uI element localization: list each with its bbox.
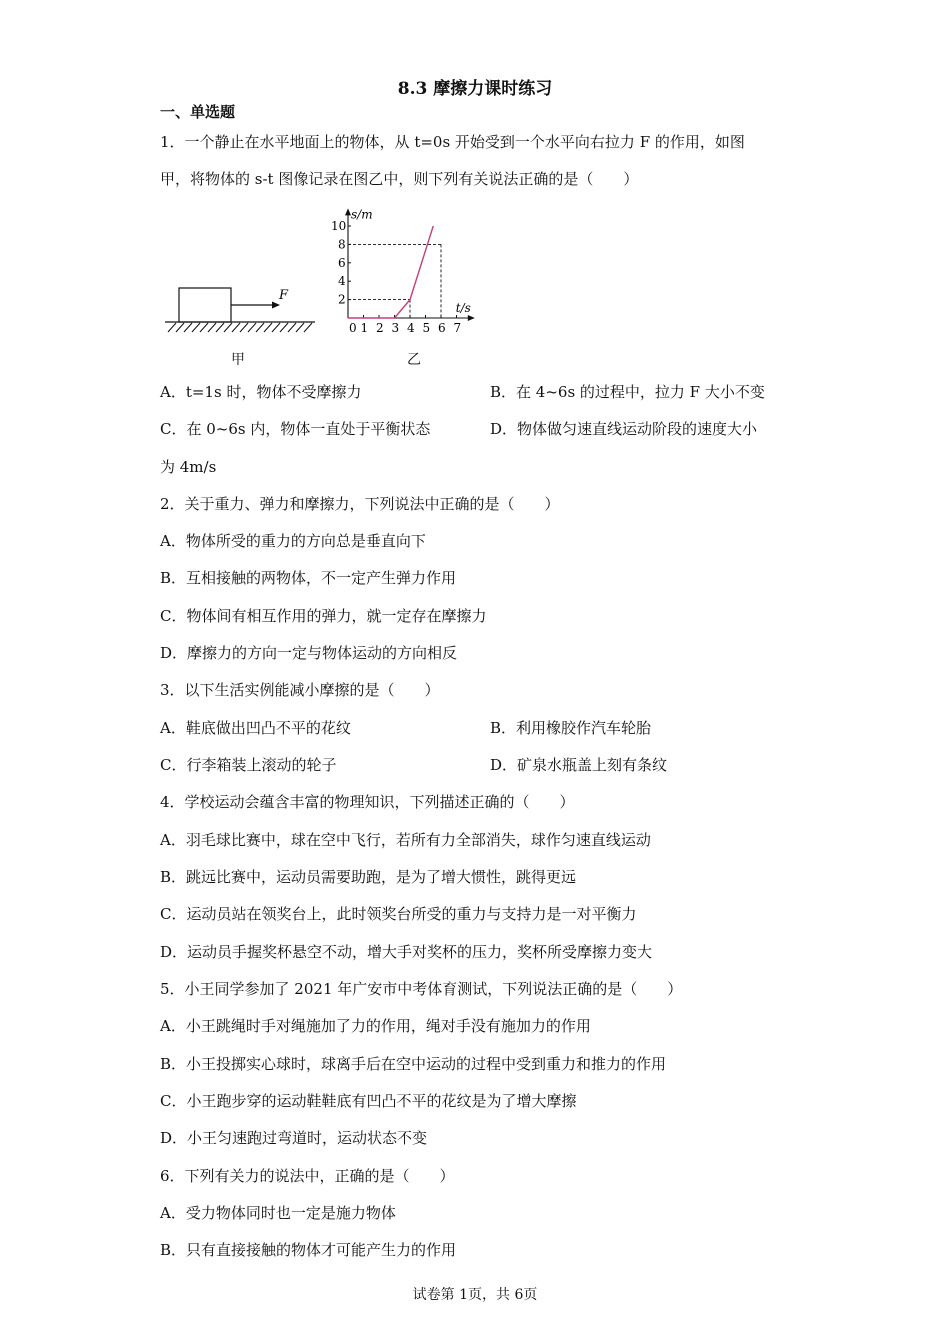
- q6-stem: 6．下列有关力的说法中，正确的是（ ）: [160, 1167, 455, 1185]
- page-title: 8.3 摩擦力课时练习: [397, 79, 553, 99]
- q4-stem: 4．学校运动会蕴含丰富的物理知识，下列描述正确的（ ）: [160, 793, 575, 811]
- q4-option-b[interactable]: B．跳远比赛中，运动员需要助跑，是为了增大惯性，跳得更远: [160, 868, 577, 886]
- s-t-line: [348, 226, 433, 318]
- figure-label-yi: 乙: [407, 352, 421, 368]
- x-tick-label: 4: [407, 321, 415, 335]
- x-tick-label: 7: [453, 321, 462, 335]
- q3-option-d[interactable]: D．矿泉水瓶盖上刻有条纹: [490, 756, 668, 774]
- x-tick-label: 2: [376, 321, 384, 335]
- q5-option-d[interactable]: D．小王匀速跑过弯道时，运动状态不变: [160, 1129, 428, 1147]
- q5-option-a[interactable]: A．小王跳绳时手对绳施加了力的作用，绳对手没有施加力的作用: [160, 1017, 591, 1035]
- q2-stem: 2．关于重力、弹力和摩擦力，下列说法中正确的是（ ）: [160, 495, 560, 513]
- q2-option-c[interactable]: C．物体间有相互作用的弹力，就一定存在摩擦力: [160, 607, 487, 625]
- q1-option-d[interactable]: D．物体做匀速直线运动阶段的速度大小: [490, 420, 758, 438]
- y-axis-label: s/m: [351, 207, 373, 222]
- section-heading: 一、单选题: [160, 103, 236, 121]
- st-graph: [326, 198, 506, 340]
- y-tick-label: 10: [331, 219, 347, 233]
- ground-hatching: [168, 323, 312, 332]
- q3-option-c[interactable]: C．行李箱装上滚动的轮子: [160, 756, 337, 774]
- q1-stem-line2: 甲，将物体的 s-t 图像记录在图乙中，则下列有关说法正确的是（ ）: [160, 170, 639, 188]
- q1-option-b[interactable]: B．在 4~6s 的过程中，拉力 F 大小不变: [490, 383, 765, 401]
- x-tick-label: 3: [391, 321, 400, 335]
- y-tick-label: 2: [338, 292, 346, 307]
- figure-label-jia: 甲: [231, 352, 245, 368]
- q3-option-a[interactable]: A．鞋底做出凹凸不平的花纹: [160, 719, 351, 737]
- q4-option-c[interactable]: C．运动员站在领奖台上，此时领奖台所受的重力与支持力是一对平衡力: [160, 905, 637, 923]
- q1-option-a[interactable]: A．t=1s 时，物体不受摩擦力: [160, 383, 362, 401]
- q1-option-d-cont: 为 4m/s: [160, 458, 217, 476]
- q2-option-a[interactable]: A．物体所受的重力的方向总是垂直向下: [160, 532, 426, 550]
- x-tick-label: 1: [360, 321, 369, 335]
- figure-block-on-ground: [160, 280, 320, 340]
- q5-option-b[interactable]: B．小王投掷实心球时，球离手后在空中运动的过程中受到重力和推力的作用: [160, 1055, 667, 1073]
- x-tick-label: 6: [438, 321, 446, 335]
- q4-option-d[interactable]: D．运动员手握奖杯悬空不动，增大手对奖杯的压力，奖杯所受摩擦力变大: [160, 943, 653, 961]
- q3-stem: 3．以下生活实例能减小摩擦的是（ ）: [160, 681, 440, 699]
- x-tick-label: 0: [349, 321, 357, 335]
- q5-option-c[interactable]: C．小王跑步穿的运动鞋鞋底有凹凸不平的花纹是为了增大摩擦: [160, 1092, 577, 1110]
- block: [179, 288, 231, 322]
- q2-option-b[interactable]: B．互相接触的两物体，不一定产生弹力作用: [160, 569, 457, 587]
- x-axis-arrow: [468, 315, 475, 321]
- page-footer: 试卷第 1页，共 6页: [412, 1287, 538, 1303]
- q5-stem: 5．小王同学参加了 2021 年广安市中考体育测试，下列说法正确的是（ ）: [160, 980, 683, 998]
- y-tick-label: 4: [338, 274, 346, 289]
- force-label: F: [279, 288, 289, 303]
- q1-option-c[interactable]: C．在 0~6s 内，物体一直处于平衡状态: [160, 420, 431, 438]
- q3-option-b[interactable]: B．利用橡胶作汽车轮胎: [490, 719, 652, 737]
- q4-option-a[interactable]: A．羽毛球比赛中，球在空中飞行，若所有力全部消失，球作匀速直线运动: [160, 831, 651, 849]
- q2-option-d[interactable]: D．摩擦力的方向一定与物体运动的方向相反: [160, 644, 458, 662]
- x-axis-label: t/s: [455, 301, 471, 315]
- y-tick-label: 8: [338, 237, 346, 252]
- x-tick-label: 5: [422, 321, 431, 335]
- q6-option-b[interactable]: B．只有直接接触的物体才可能产生力的作用: [160, 1241, 457, 1259]
- q1-stem-line1: 1．一个静止在水平地面上的物体，从 t=0s 开始受到一个水平向右拉力 F 的作用，如图: [160, 133, 745, 151]
- q6-option-a[interactable]: A．受力物体同时也一定是施力物体: [160, 1204, 396, 1222]
- y-tick-label: 6: [338, 255, 346, 270]
